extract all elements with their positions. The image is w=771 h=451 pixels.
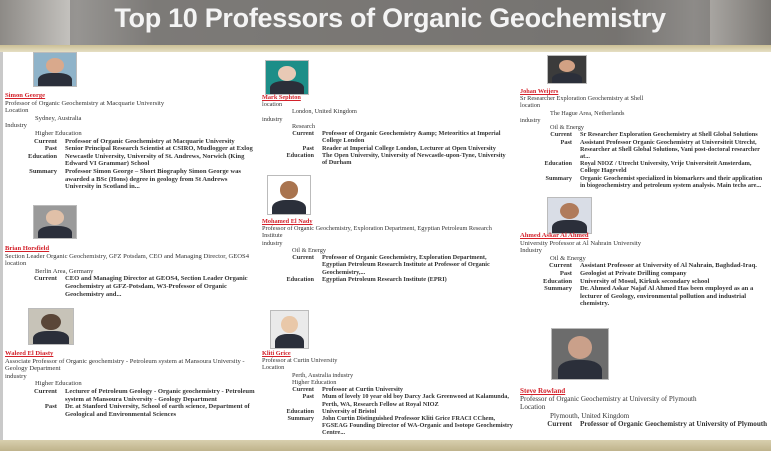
detail-value: Professor Simon George – Short Biography Simon George was awarded a BSc (Hons) degree in geology from St Andrews University in Scotland in... bbox=[65, 167, 241, 191]
field-value: Oil & Energy bbox=[550, 124, 584, 132]
field-label: Location bbox=[262, 364, 285, 372]
profile-name-link[interactable]: Kliti Grice bbox=[262, 350, 291, 357]
detail-row bbox=[262, 254, 512, 276]
detail-value: Egyptian Petroleum Research Institute (EPRI) bbox=[322, 275, 447, 283]
profile-card bbox=[262, 94, 512, 166]
profile-card bbox=[262, 350, 517, 437]
detail-label: Summary bbox=[545, 174, 572, 182]
profile-photo bbox=[270, 310, 309, 349]
detail-row bbox=[5, 275, 255, 298]
detail-row bbox=[262, 408, 517, 415]
detail-value: Mum of lovely 10 year old boy Darcy Jack Greenwood at Kalamunda, Perth, WA, Research Fellow at Royal NIOZ bbox=[322, 393, 509, 408]
field-label: Location bbox=[5, 107, 29, 115]
detail-row bbox=[262, 393, 517, 407]
detail-label: Current bbox=[292, 130, 314, 138]
left-edge bbox=[0, 52, 3, 440]
field-value: Sydney, Australia bbox=[35, 114, 82, 122]
detail-label: Past bbox=[559, 269, 572, 277]
detail-value: The Open University, University of Newcastle-upon-Tyne, University of Durham bbox=[322, 151, 506, 166]
detail-row bbox=[262, 130, 512, 144]
profile-card bbox=[520, 387, 771, 428]
detail-value: Professor at Curtin University bbox=[322, 386, 404, 394]
detail-label: Past bbox=[560, 138, 572, 146]
detail-row bbox=[520, 270, 765, 278]
field-value: Berlin Area, Germany bbox=[35, 267, 94, 275]
detail-label: Current bbox=[547, 419, 572, 428]
detail-value: University of Bristol bbox=[322, 407, 377, 415]
profile-photo bbox=[551, 328, 609, 380]
field-value: Higher Education bbox=[35, 129, 82, 137]
detail-value: University of Mosul, Kirkuk secondary school bbox=[580, 277, 710, 285]
detail-value: Reader at Imperial College London, Lecturer at Open University bbox=[322, 144, 496, 152]
field-label: location bbox=[520, 102, 541, 110]
slide-title: Top 10 Professors of Organic Geochemistry bbox=[114, 3, 666, 33]
detail-value: CEO and Managing Director at GEOS4, Section Leader Organic Geochemistry at GFZ-Potsdam, W3-Professor of Organic Geochemistry and... bbox=[65, 275, 248, 298]
detail-row bbox=[520, 131, 765, 138]
detail-value: Organic Geochemist specialized in biomarkers and their application in biogeochemistry and petroleum system analysis. Main techs are... bbox=[580, 174, 763, 189]
detail-label: Summary bbox=[544, 285, 572, 293]
profile-card bbox=[262, 218, 512, 283]
detail-label: Education bbox=[544, 160, 572, 168]
field-label: industry bbox=[262, 239, 283, 247]
detail-row bbox=[520, 175, 765, 189]
profile-photo bbox=[33, 205, 77, 239]
profile-headline: University Professor at Al Nahrain University bbox=[520, 239, 642, 247]
field-value: The Hague Area, Netherlands bbox=[550, 109, 625, 117]
profile-card bbox=[5, 350, 257, 418]
detail-label: Education bbox=[28, 152, 57, 160]
detail-value: Senior Principal Research Scientist at CSIRO, Mudlogger at Exlog bbox=[65, 145, 253, 153]
profile-card bbox=[520, 88, 765, 189]
detail-label: Summary bbox=[29, 167, 57, 175]
detail-row bbox=[5, 138, 255, 146]
field-label: Industry bbox=[520, 247, 542, 255]
field-value: Higher Education bbox=[35, 380, 82, 388]
profile-headline: Professor of Organic Geochemistry at University of Plymouth bbox=[520, 395, 697, 404]
bottom-divider bbox=[0, 440, 771, 451]
detail-value: Royal NIOZ / Utrecht University, Vrije Universiteit Amsterdam, College Hageveld bbox=[580, 160, 752, 175]
field-value: Oil & Energy bbox=[292, 246, 326, 254]
profile-name-link[interactable]: Mohamed El Nady bbox=[262, 218, 313, 225]
detail-value: Newcastle University, University of St. Andrews, Norwich (King Edward VI Grammar) School bbox=[65, 152, 245, 168]
profile-name-link[interactable]: Waleed El Diasty bbox=[5, 350, 54, 357]
title-box bbox=[70, 0, 710, 45]
field-label: location bbox=[5, 260, 27, 268]
detail-row bbox=[520, 420, 771, 428]
detail-label: Current bbox=[292, 254, 314, 262]
detail-label: Past bbox=[302, 144, 314, 152]
detail-value: Professor of Organic Geochemistry &amp; Meteoritics at Imperial College London bbox=[322, 130, 501, 145]
detail-label: Current bbox=[549, 262, 572, 270]
profile-headline: Professor of Organic Geochemistry at Macquarie University bbox=[5, 99, 165, 107]
profile-photo bbox=[33, 52, 77, 87]
profile-photo bbox=[547, 197, 592, 234]
field-value: Perth, Australia industry bbox=[292, 371, 354, 379]
profile-name-link[interactable]: Johan Weijers bbox=[520, 88, 559, 95]
profile-photo bbox=[547, 55, 587, 84]
field-label: Location bbox=[520, 403, 546, 412]
detail-value: Assistant Professor Organic Geochemistry at Universiteit Utrecht, Researcher at Shell Global Solutions, Vani post-doctoral researcher at... bbox=[580, 138, 760, 160]
detail-value: Lecturer of Petroleum Geology - Organic geochemistry - Petroleum system at Mansoura University - Geology Department bbox=[65, 387, 255, 403]
detail-value: Assistant Professor at University of Al Nahrain, Baghdad-Iraq. bbox=[580, 262, 757, 270]
profile-name-link[interactable]: Brian Horsfield bbox=[5, 245, 50, 252]
profile-photo bbox=[265, 60, 309, 95]
detail-row bbox=[520, 160, 765, 174]
detail-row bbox=[5, 153, 255, 168]
detail-value: Sr Researcher Exploration Geochemistry at Shell Global Solutions bbox=[580, 131, 758, 139]
field-label: Industry bbox=[5, 122, 27, 130]
detail-row bbox=[262, 152, 512, 166]
top-divider bbox=[0, 45, 771, 52]
profile-headline: Professor at Curtin University bbox=[262, 357, 338, 365]
field-value: Plymouth, United Kingdom bbox=[550, 411, 630, 420]
detail-value: Dr. at Stanford University, School of earth science, Department of Geological and Environmental Sciences bbox=[65, 403, 250, 418]
detail-row bbox=[262, 145, 512, 152]
detail-row bbox=[5, 145, 255, 153]
detail-label: Current bbox=[292, 386, 314, 394]
detail-row bbox=[262, 415, 517, 437]
field-value: Research bbox=[292, 122, 315, 130]
field-label: industry bbox=[5, 372, 27, 380]
profile-headline: Professor of Organic Geochemistry, Exploration Department, Egyptian Petroleum Research Institute bbox=[262, 225, 492, 240]
field-label: industry bbox=[520, 116, 541, 124]
detail-label: Education bbox=[286, 151, 314, 159]
profile-photo bbox=[267, 175, 311, 215]
slide-header bbox=[0, 0, 771, 45]
detail-row bbox=[262, 276, 512, 283]
detail-row bbox=[520, 139, 765, 161]
profile-headline: Section Leader Organic Geochemistry, GFZ Potsdam, CEO and Managing Director, GEOS4 bbox=[5, 252, 250, 260]
profile-card bbox=[5, 245, 255, 298]
detail-row bbox=[262, 386, 517, 393]
detail-row bbox=[5, 168, 255, 191]
detail-value: Professor of Organic Geochemistry at Macquarie University bbox=[65, 137, 235, 145]
field-value: Higher Education bbox=[292, 378, 337, 386]
profile-headline: Sr Researcher Exploration Geochemistry at Shell bbox=[520, 95, 644, 103]
field-value: Oil & Energy bbox=[550, 254, 586, 262]
detail-row bbox=[520, 285, 765, 308]
detail-row bbox=[5, 403, 257, 418]
detail-label: Past bbox=[302, 393, 314, 401]
profile-name-link[interactable]: Ahmed Askar Al Ahmed bbox=[520, 232, 589, 239]
profile-name-link[interactable]: Mark Sephton bbox=[262, 94, 301, 101]
profile-name-link[interactable]: Steve Rowland bbox=[520, 387, 566, 395]
detail-label: Past bbox=[44, 403, 57, 411]
field-label: location bbox=[262, 101, 283, 109]
profile-headline: Associate Professor of Organic geochemistry - Petroleum system at Mansoura University - Geology Department bbox=[5, 357, 245, 373]
detail-row bbox=[520, 262, 765, 270]
detail-value: John Curtin Distinguished Professor Kliti Grice FRACI CChem, FGSEAG Founding Director of WA-Organic and Isotope Geochemistry Centre... bbox=[322, 414, 513, 437]
detail-value: Geologist at Private Drilling company bbox=[580, 269, 687, 277]
detail-value: Professor of Organic Geochemistry at University of Plymouth bbox=[580, 419, 768, 428]
field-label: industry bbox=[262, 115, 283, 123]
detail-label: Education bbox=[286, 407, 314, 415]
detail-value: Professor of Organic Geochemistry, Exploration Department, Egyptian Petroleum Research Institute at Professor of Organic Geochemistry,... bbox=[322, 254, 490, 276]
detail-label: Current bbox=[34, 137, 57, 145]
profile-card bbox=[520, 232, 765, 308]
detail-label: Summary bbox=[287, 414, 314, 422]
detail-label: Education bbox=[543, 277, 572, 285]
detail-label: Current bbox=[34, 387, 57, 395]
detail-row bbox=[5, 388, 257, 403]
detail-value: Dr. Ahmed Askar Najaf Al Ahmed Has been employed as an a lecturer of Geology, environmental pollution and industrial chemistry. bbox=[580, 285, 754, 308]
profile-card bbox=[5, 92, 255, 191]
profile-photo bbox=[28, 308, 74, 345]
detail-label: Current bbox=[34, 275, 57, 283]
detail-label: Current bbox=[550, 131, 572, 139]
detail-row bbox=[520, 278, 765, 286]
profile-name-link[interactable]: Simon George bbox=[5, 92, 46, 99]
detail-label: Past bbox=[44, 145, 57, 153]
field-value: London, United Kingdom bbox=[292, 108, 357, 116]
detail-label: Education bbox=[286, 275, 314, 283]
